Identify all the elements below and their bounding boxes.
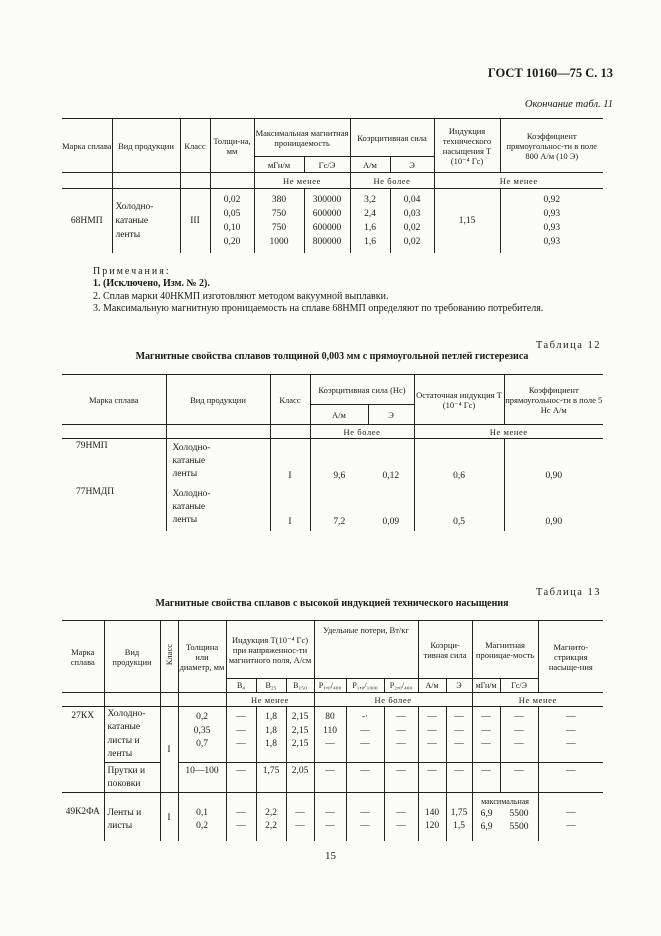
col-p3-header: Р₂,₀/₄₀₀ bbox=[384, 679, 418, 693]
product-cell: Холодно- катаные ленты bbox=[112, 189, 180, 253]
product-cell: Холодно- катаные ленты bbox=[166, 485, 270, 531]
table-row bbox=[62, 189, 603, 253]
limit-not-less-2: Не менее bbox=[518, 694, 557, 705]
page-number: 15 bbox=[325, 850, 336, 862]
mgn-cell: — bbox=[472, 763, 500, 793]
mgn-cell: — — — bbox=[472, 707, 500, 763]
residual-cell: 0,5 bbox=[414, 485, 504, 531]
am-cell: — bbox=[418, 763, 446, 793]
col-class-header: Класс bbox=[270, 375, 310, 425]
coef-cell: 0,90 bbox=[545, 470, 563, 481]
col-class-header: Класс bbox=[180, 119, 210, 173]
col-p2-header: Р₁,₀/₁₀₀₀ bbox=[346, 679, 384, 693]
col-mgn-header: мГн/м bbox=[254, 157, 304, 173]
limit-not-less: Не менее bbox=[254, 173, 350, 189]
notes-heading: Примечания: bbox=[93, 266, 171, 277]
gse-cell: — bbox=[500, 763, 538, 793]
table-row bbox=[62, 793, 603, 841]
e-cell: — bbox=[446, 763, 472, 793]
p1-cell: — bbox=[314, 763, 346, 793]
b150-cell: 2,15 2,15 2,15 bbox=[286, 707, 314, 763]
p1-cell: — — bbox=[314, 793, 346, 841]
limit-not-more: Не более bbox=[314, 693, 472, 707]
col-gse-header: Гс/Э bbox=[500, 679, 538, 693]
product-cell: Прутки и поковки bbox=[104, 763, 160, 793]
limit-not-less: Не менее bbox=[226, 693, 314, 707]
table-12-label: Таблица 12 bbox=[535, 340, 601, 351]
max-label: максимальная bbox=[481, 797, 529, 806]
col-coef-header: Коэффициент прямоугольнос-ти в поле 800 А/м (10 Э) bbox=[500, 119, 603, 173]
am-cell: 9,6 bbox=[333, 470, 346, 481]
gse-cell: — — — bbox=[500, 707, 538, 763]
col-b25-header: В₂₅ bbox=[256, 679, 286, 693]
col-e-header: Э bbox=[446, 679, 472, 693]
note-item: 1. (Исключено, Изм. № 2). bbox=[93, 278, 210, 290]
e-cell: — — — bbox=[446, 707, 472, 763]
limit-not-more: Не более bbox=[310, 425, 414, 439]
col-grade-header: Марка сплава bbox=[62, 621, 104, 693]
e-cell: 0,12 bbox=[368, 439, 414, 485]
table-continuation-note: Окончание табл. 11 bbox=[524, 99, 613, 110]
col-thickness-header: Толщина или диаметр, мм bbox=[178, 621, 226, 693]
col-am-header: А/м bbox=[310, 405, 368, 425]
col-coef-header: Коэффициент прямоугольнос-ти в поле 5 Нс А/м bbox=[504, 375, 603, 425]
coef-cell: 0,92 0,93 0,93 0,93 bbox=[543, 194, 561, 247]
col-b150-header: В₁₅₀ bbox=[286, 679, 314, 693]
col-product-header: Вид продукции bbox=[166, 375, 270, 425]
grade-cell: 79НМП bbox=[62, 439, 166, 485]
col-b4-header: В₄ bbox=[226, 679, 256, 693]
coef-cell: 0,90 bbox=[545, 516, 563, 527]
grade-cell: 68НМП bbox=[62, 189, 112, 253]
e-cell: 0,09 bbox=[368, 485, 414, 531]
page-header: ГОСТ 10160—75 С. 13 bbox=[487, 66, 613, 80]
p1-cell: 80 110 — bbox=[314, 707, 346, 763]
class-cell: III bbox=[180, 189, 210, 253]
col-e-header: Э bbox=[368, 405, 414, 425]
table-11 bbox=[62, 118, 603, 253]
grade-cell: 49К2ФА bbox=[62, 793, 104, 841]
p2-cell: — bbox=[346, 763, 384, 793]
p2-cell: — — bbox=[346, 793, 384, 841]
table-13-caption: Магнитные свойства сплавов с высокой индукцией технического насыщения bbox=[155, 598, 509, 609]
table-row bbox=[62, 707, 603, 763]
table-row bbox=[62, 439, 603, 485]
b4-cell: — — bbox=[226, 793, 256, 841]
col-grade-header: Марка сплава bbox=[62, 119, 112, 173]
col-class-header: Класс bbox=[160, 621, 178, 693]
product-cell: Ленты и листы bbox=[104, 793, 160, 841]
note-item: 3. Максимальную магнитную проницаемость на сплаве 68НМП определяют по требованию потребителя. bbox=[93, 302, 544, 314]
col-losses-header: Удельные потери, Вт/кг bbox=[314, 621, 418, 679]
table-row bbox=[62, 763, 603, 793]
b150-cell: — — bbox=[286, 793, 314, 841]
col-coercive-header: Коэрцитивная сила (Нс) bbox=[310, 375, 414, 405]
am-cell: 140 120 bbox=[418, 793, 446, 841]
p3-cell: — — bbox=[384, 793, 418, 841]
col-magnetostriction-header: Магнито-стрикция насыще-ния bbox=[538, 621, 603, 693]
e-cell: 1,75 1,5 bbox=[446, 793, 472, 841]
b4-cell: — bbox=[226, 763, 256, 793]
am-cell: 3,2 2,4 1,6 1,6 bbox=[350, 189, 390, 253]
mgn-cell: 380 750 750 1000 bbox=[254, 189, 304, 253]
class-cell: I bbox=[270, 439, 310, 485]
b25-cell: 2,2 2,2 bbox=[256, 793, 286, 841]
e-cell: 0,04 0,03 0,02 0,02 bbox=[390, 189, 434, 253]
col-product-header: Вид продукции bbox=[104, 621, 160, 693]
note-item: 2. Сплав марки 40НКМП изготовляют методом вакуумной выплавки. bbox=[93, 290, 389, 302]
ms-cell: — — bbox=[566, 808, 576, 831]
gse-cell: 300000 600000 600000 800000 bbox=[304, 189, 350, 253]
col-coercive-header: Коэрци-тивная сила bbox=[418, 621, 472, 679]
residual-cell: 0,6 bbox=[414, 439, 504, 485]
col-e-header: Э bbox=[390, 157, 434, 173]
p3-cell: — bbox=[384, 763, 418, 793]
perm-cell: максимальная 6,9 5500 6,9 5500 bbox=[472, 793, 538, 841]
table-12 bbox=[62, 374, 603, 531]
product-cell: Холодно- катаные ленты bbox=[166, 439, 270, 485]
col-am-header: А/м bbox=[350, 157, 390, 173]
thickness-cell: 0,1 0,2 bbox=[178, 793, 226, 841]
col-gse-header: Гс/Э bbox=[304, 157, 350, 173]
b150-cell: 2,05 bbox=[286, 763, 314, 793]
notes bbox=[93, 266, 543, 315]
col-perm-header: Магнитная проницае-мость bbox=[472, 621, 538, 679]
col-grade-header: Марка сплава bbox=[62, 375, 166, 425]
table-12-caption: Магнитные свойства сплавов толщиной 0,003 мм с прямоугольной петлей гистерезиса bbox=[135, 351, 529, 362]
col-thickness-header: Толщи-на, мм bbox=[210, 119, 254, 173]
thickness-cell: 0,02 0,05 0,10 0,20 bbox=[210, 189, 254, 253]
ms-cell: — — — bbox=[538, 707, 603, 763]
b4-cell: — — — bbox=[226, 707, 256, 763]
p2-cell: -· — — bbox=[346, 707, 384, 763]
col-p1-header: Р₁,₀/₄₀₀ bbox=[314, 679, 346, 693]
col-residual-header: Остаточная индукция Т (10⁻⁴ Гс) bbox=[414, 375, 504, 425]
table-13-label: Таблица 13 bbox=[535, 587, 601, 598]
class-cell: I bbox=[270, 485, 310, 531]
thickness-cell: 0,2 0,35 0,7 bbox=[178, 707, 226, 763]
product-cell: Холодно- катаные листы и ленты bbox=[104, 707, 160, 763]
b25-cell: 1,8 1,8 1,8 bbox=[256, 707, 286, 763]
thickness-cell: 10—100 bbox=[178, 763, 226, 793]
induction-cell: 1,15 bbox=[434, 189, 500, 253]
limit-not-less: Не менее bbox=[489, 426, 528, 437]
class-cell: I bbox=[160, 793, 178, 841]
am-cell: 7,2 bbox=[333, 516, 346, 527]
col-product-header: Вид продукции bbox=[112, 119, 180, 173]
p3-cell: — — — bbox=[384, 707, 418, 763]
am-cell: — — — bbox=[418, 707, 446, 763]
limit-not-more: Не более bbox=[350, 173, 434, 189]
col-induction-header: Индукция Т(10⁻⁴ Гс) при напряженнос-ти магнитного поля, А/см bbox=[226, 621, 314, 679]
ms-cell: — bbox=[566, 766, 576, 776]
b25-cell: 1,75 bbox=[256, 763, 286, 793]
class-cell: I bbox=[160, 707, 178, 793]
table-row bbox=[62, 485, 603, 531]
table-13 bbox=[62, 620, 603, 841]
col-mgn-header: мГн/м bbox=[472, 679, 500, 693]
col-max-perm-header: Максимальная магнитная проницаемость bbox=[254, 119, 350, 157]
col-induction-header: Индукция технического насыщения Т (10⁻⁴ Гс) bbox=[434, 119, 500, 173]
limit-not-less-2: Не менее bbox=[499, 175, 538, 186]
col-am-header: А/м bbox=[418, 679, 446, 693]
grade-cell: 27КХ bbox=[62, 707, 104, 793]
grade-cell: 77НМДП bbox=[62, 485, 166, 531]
col-coercive-header: Коэрцитивная сила bbox=[350, 119, 434, 157]
